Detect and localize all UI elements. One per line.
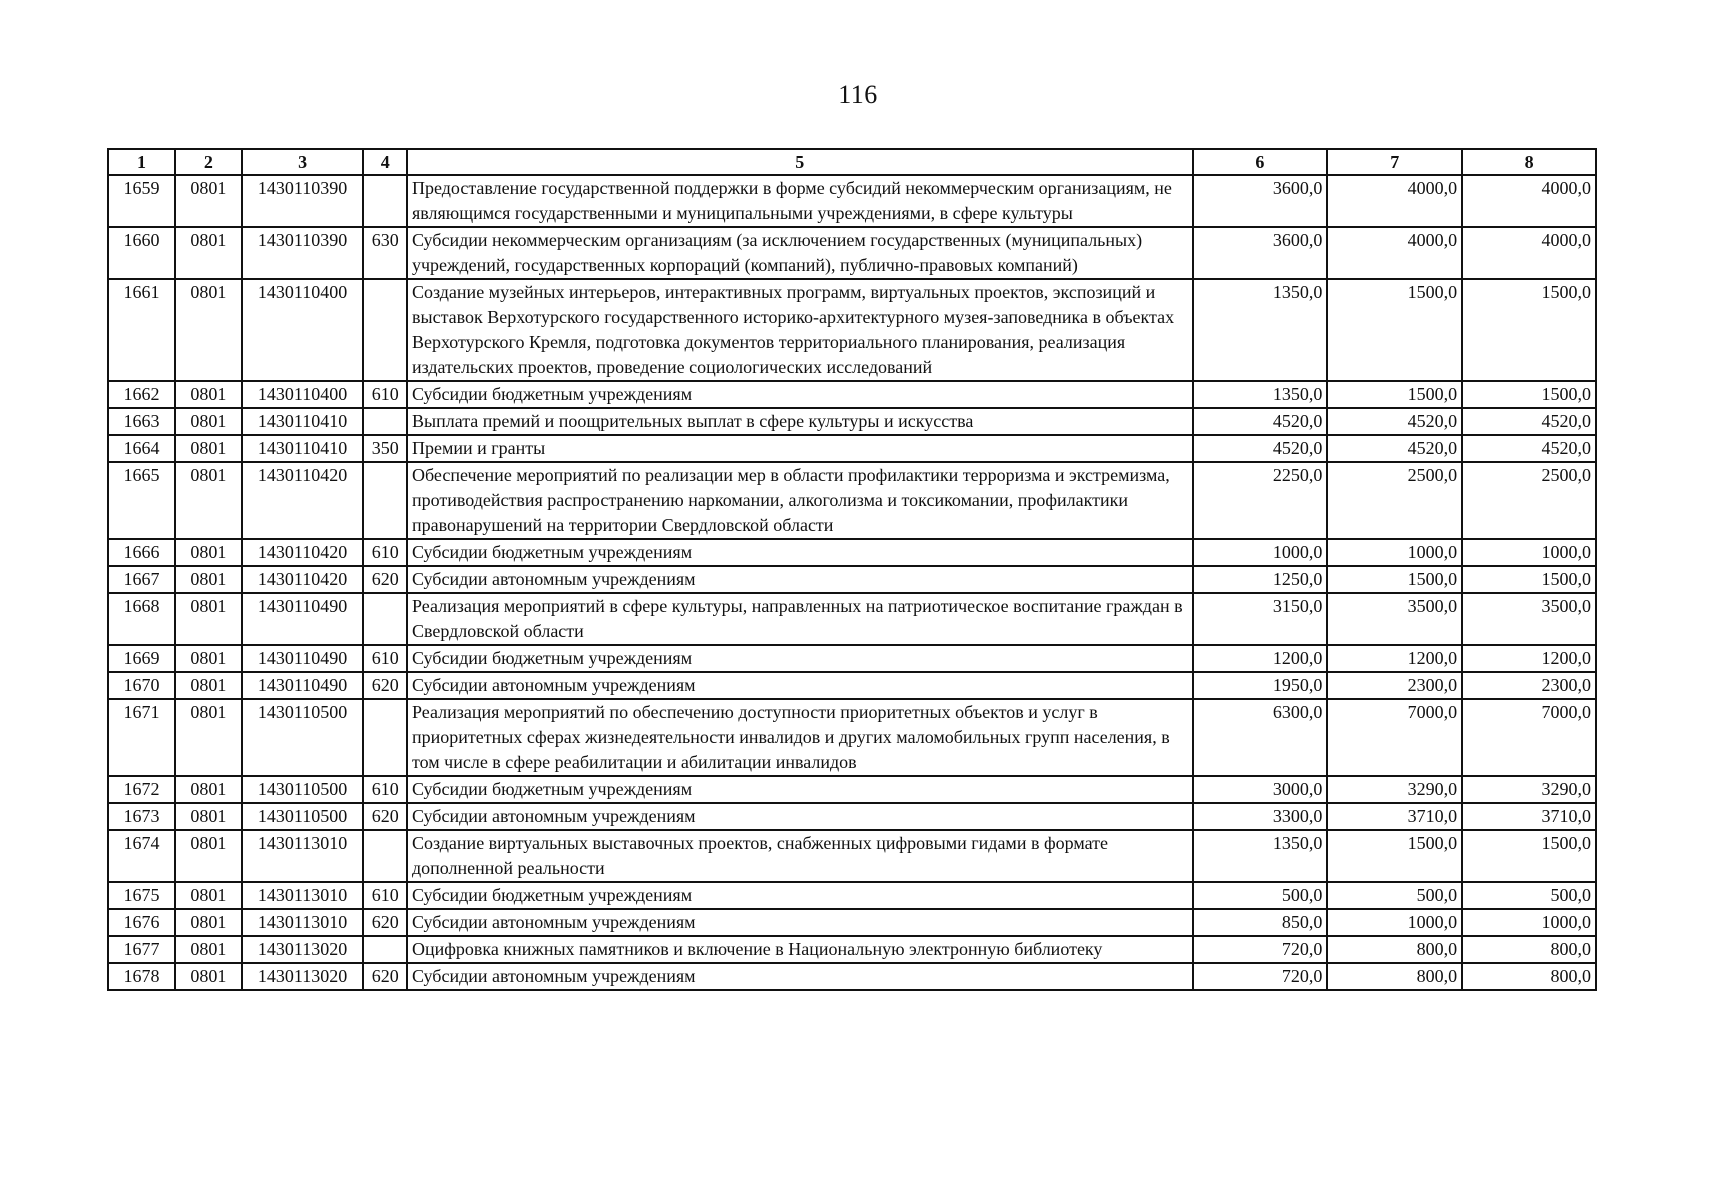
row-number: 1677 <box>108 936 175 963</box>
table-row <box>108 830 1596 882</box>
amount-col-8: 4520,0 <box>1462 408 1596 435</box>
amount-col-6: 1250,0 <box>1193 566 1328 593</box>
table-row <box>108 227 1596 279</box>
table-row <box>108 645 1596 672</box>
column-header: 5 <box>407 149 1193 175</box>
target-article-code: 1430110500 <box>242 776 364 803</box>
table-row <box>108 408 1596 435</box>
table-row <box>108 803 1596 830</box>
expense-type-code <box>363 279 407 381</box>
table-body <box>108 175 1596 990</box>
amount-col-8: 800,0 <box>1462 936 1596 963</box>
expense-type-code: 610 <box>363 776 407 803</box>
section-code: 0801 <box>175 593 242 645</box>
budget-table <box>107 148 1597 991</box>
expense-type-code <box>363 175 407 227</box>
amount-col-7: 4000,0 <box>1327 175 1462 227</box>
amount-col-6: 1350,0 <box>1193 279 1328 381</box>
amount-col-8: 1000,0 <box>1462 909 1596 936</box>
item-description: Реализация мероприятий в сфере культуры, направленных на патриотическое воспитание граждан в Свердловской области <box>407 593 1193 645</box>
table-row <box>108 882 1596 909</box>
row-number: 1668 <box>108 593 175 645</box>
expense-type-code: 610 <box>363 645 407 672</box>
expense-type-code: 620 <box>363 909 407 936</box>
table-row <box>108 699 1596 776</box>
amount-col-6: 500,0 <box>1193 882 1328 909</box>
table-row <box>108 963 1596 990</box>
amount-col-6: 1000,0 <box>1193 539 1328 566</box>
section-code: 0801 <box>175 435 242 462</box>
target-article-code: 1430110400 <box>242 381 364 408</box>
section-code: 0801 <box>175 645 242 672</box>
item-description: Создание музейных интерьеров, интерактивных программ, виртуальных проектов, экспозиций и выставок Верхотурского государственного историко-архитектурного музея-заповедника в объектах Верхотурского Кремля, подготовка документов территориального планирования, реализация издательских проектов, проведение социологических исследований <box>407 279 1193 381</box>
item-description: Субсидии автономным учреждениям <box>407 963 1193 990</box>
amount-col-6: 720,0 <box>1193 963 1328 990</box>
amount-col-7: 3710,0 <box>1327 803 1462 830</box>
item-description: Субсидии автономным учреждениям <box>407 909 1193 936</box>
section-code: 0801 <box>175 227 242 279</box>
expense-type-code <box>363 593 407 645</box>
target-article-code: 1430110490 <box>242 593 364 645</box>
amount-col-6: 1200,0 <box>1193 645 1328 672</box>
target-article-code: 1430110400 <box>242 279 364 381</box>
row-number: 1673 <box>108 803 175 830</box>
table-row <box>108 593 1596 645</box>
target-article-code: 1430110490 <box>242 645 364 672</box>
target-article-code: 1430110500 <box>242 699 364 776</box>
amount-col-6: 3150,0 <box>1193 593 1328 645</box>
table-row <box>108 435 1596 462</box>
amount-col-6: 3000,0 <box>1193 776 1328 803</box>
section-code: 0801 <box>175 566 242 593</box>
amount-col-7: 1500,0 <box>1327 830 1462 882</box>
item-description: Выплата премий и поощрительных выплат в сфере культуры и искусства <box>407 408 1193 435</box>
row-number: 1678 <box>108 963 175 990</box>
target-article-code: 1430110420 <box>242 566 364 593</box>
table-row <box>108 381 1596 408</box>
column-header: 3 <box>242 149 364 175</box>
column-header: 1 <box>108 149 175 175</box>
row-number: 1667 <box>108 566 175 593</box>
amount-col-6: 4520,0 <box>1193 408 1328 435</box>
amount-col-7: 800,0 <box>1327 963 1462 990</box>
row-number: 1672 <box>108 776 175 803</box>
amount-col-6: 2250,0 <box>1193 462 1328 539</box>
amount-col-6: 6300,0 <box>1193 699 1328 776</box>
row-number: 1671 <box>108 699 175 776</box>
amount-col-7: 3290,0 <box>1327 776 1462 803</box>
section-code: 0801 <box>175 830 242 882</box>
amount-col-7: 3500,0 <box>1327 593 1462 645</box>
amount-col-7: 4520,0 <box>1327 408 1462 435</box>
target-article-code: 1430110490 <box>242 672 364 699</box>
item-description: Реализация мероприятий по обеспечению доступности приоритетных объектов и услуг в приоритетных сферах жизнедеятельности инвалидов и других маломобильных групп населения, в том числе в сфере реабилитации и абилитации инвалидов <box>407 699 1193 776</box>
amount-col-6: 3600,0 <box>1193 227 1328 279</box>
amount-col-8: 4520,0 <box>1462 435 1596 462</box>
target-article-code: 1430110500 <box>242 803 364 830</box>
section-code: 0801 <box>175 408 242 435</box>
section-code: 0801 <box>175 672 242 699</box>
amount-col-8: 2500,0 <box>1462 462 1596 539</box>
row-number: 1660 <box>108 227 175 279</box>
expense-type-code: 620 <box>363 963 407 990</box>
amount-col-6: 3600,0 <box>1193 175 1328 227</box>
table-row <box>108 909 1596 936</box>
amount-col-8: 1200,0 <box>1462 645 1596 672</box>
item-description: Субсидии бюджетным учреждениям <box>407 645 1193 672</box>
expense-type-code: 610 <box>363 381 407 408</box>
amount-col-7: 4520,0 <box>1327 435 1462 462</box>
amount-col-7: 2500,0 <box>1327 462 1462 539</box>
target-article-code: 1430113010 <box>242 830 364 882</box>
row-number: 1670 <box>108 672 175 699</box>
row-number: 1663 <box>108 408 175 435</box>
table-row <box>108 539 1596 566</box>
section-code: 0801 <box>175 539 242 566</box>
row-number: 1659 <box>108 175 175 227</box>
item-description: Субсидии автономным учреждениям <box>407 803 1193 830</box>
row-number: 1669 <box>108 645 175 672</box>
row-number: 1676 <box>108 909 175 936</box>
amount-col-8: 3290,0 <box>1462 776 1596 803</box>
amount-col-7: 800,0 <box>1327 936 1462 963</box>
amount-col-6: 1350,0 <box>1193 381 1328 408</box>
table-row <box>108 279 1596 381</box>
row-number: 1665 <box>108 462 175 539</box>
section-code: 0801 <box>175 909 242 936</box>
section-code: 0801 <box>175 279 242 381</box>
section-code: 0801 <box>175 936 242 963</box>
item-description: Субсидии бюджетным учреждениям <box>407 776 1193 803</box>
amount-col-8: 2300,0 <box>1462 672 1596 699</box>
item-description: Оцифровка книжных памятников и включение в Национальную электронную библиотеку <box>407 936 1193 963</box>
expense-type-code: 350 <box>363 435 407 462</box>
target-article-code: 1430110420 <box>242 462 364 539</box>
amount-col-8: 4000,0 <box>1462 227 1596 279</box>
amount-col-7: 1500,0 <box>1327 279 1462 381</box>
item-description: Премии и гранты <box>407 435 1193 462</box>
amount-col-8: 1500,0 <box>1462 830 1596 882</box>
target-article-code: 1430110410 <box>242 408 364 435</box>
item-description: Обеспечение мероприятий по реализации мер в области профилактики терроризма и экстремизма, противодействия распространению наркомании, алкоголизма и токсикомании, профилактики правонарушений на территории Свердловской области <box>407 462 1193 539</box>
amount-col-8: 7000,0 <box>1462 699 1596 776</box>
row-number: 1674 <box>108 830 175 882</box>
section-code: 0801 <box>175 699 242 776</box>
section-code: 0801 <box>175 963 242 990</box>
target-article-code: 1430113020 <box>242 936 364 963</box>
target-article-code: 1430113020 <box>242 963 364 990</box>
section-code: 0801 <box>175 462 242 539</box>
column-header: 7 <box>1327 149 1462 175</box>
amount-col-7: 7000,0 <box>1327 699 1462 776</box>
expense-type-code: 620 <box>363 566 407 593</box>
amount-col-6: 1350,0 <box>1193 830 1328 882</box>
amount-col-8: 1500,0 <box>1462 381 1596 408</box>
target-article-code: 1430110410 <box>242 435 364 462</box>
section-code: 0801 <box>175 882 242 909</box>
item-description: Субсидии автономным учреждениям <box>407 672 1193 699</box>
amount-col-7: 1500,0 <box>1327 381 1462 408</box>
row-number: 1662 <box>108 381 175 408</box>
item-description: Субсидии бюджетным учреждениям <box>407 882 1193 909</box>
target-article-code: 1430113010 <box>242 882 364 909</box>
amount-col-8: 1000,0 <box>1462 539 1596 566</box>
amount-col-6: 3300,0 <box>1193 803 1328 830</box>
item-description: Субсидии бюджетным учреждениям <box>407 539 1193 566</box>
section-code: 0801 <box>175 776 242 803</box>
table-row <box>108 936 1596 963</box>
column-header: 6 <box>1193 149 1328 175</box>
amount-col-7: 500,0 <box>1327 882 1462 909</box>
row-number: 1666 <box>108 539 175 566</box>
amount-col-8: 1500,0 <box>1462 279 1596 381</box>
amount-col-8: 3710,0 <box>1462 803 1596 830</box>
amount-col-7: 1500,0 <box>1327 566 1462 593</box>
target-article-code: 1430110420 <box>242 539 364 566</box>
amount-col-8: 4000,0 <box>1462 175 1596 227</box>
page-number: 116 <box>838 80 878 109</box>
section-code: 0801 <box>175 175 242 227</box>
item-description: Создание виртуальных выставочных проектов, снабженных цифровыми гидами в формате дополненной реальности <box>407 830 1193 882</box>
table-row <box>108 462 1596 539</box>
amount-col-8: 500,0 <box>1462 882 1596 909</box>
table-row <box>108 566 1596 593</box>
column-header: 2 <box>175 149 242 175</box>
amount-col-6: 720,0 <box>1193 936 1328 963</box>
amount-col-6: 850,0 <box>1193 909 1328 936</box>
expense-type-code <box>363 936 407 963</box>
table-row <box>108 776 1596 803</box>
item-description: Предоставление государственной поддержки в форме субсидий некоммерческим организациям, не являющимся государственными и муниципальными учреждениями, в сфере культуры <box>407 175 1193 227</box>
expense-type-code <box>363 830 407 882</box>
target-article-code: 1430110390 <box>242 227 364 279</box>
expense-type-code <box>363 408 407 435</box>
item-description: Субсидии автономным учреждениям <box>407 566 1193 593</box>
table-row <box>108 175 1596 227</box>
item-description: Субсидии некоммерческим организациям (за исключением государственных (муниципальных) учреждений, государственных корпораций (компаний), публично-правовых компаний) <box>407 227 1193 279</box>
column-header: 8 <box>1462 149 1596 175</box>
amount-col-8: 800,0 <box>1462 963 1596 990</box>
amount-col-7: 4000,0 <box>1327 227 1462 279</box>
target-article-code: 1430110390 <box>242 175 364 227</box>
expense-type-code: 630 <box>363 227 407 279</box>
row-number: 1675 <box>108 882 175 909</box>
amount-col-8: 3500,0 <box>1462 593 1596 645</box>
amount-col-6: 1950,0 <box>1193 672 1328 699</box>
amount-col-7: 1200,0 <box>1327 645 1462 672</box>
table-row <box>108 672 1596 699</box>
target-article-code: 1430113010 <box>242 909 364 936</box>
expense-type-code: 610 <box>363 539 407 566</box>
amount-col-6: 4520,0 <box>1193 435 1328 462</box>
amount-col-7: 1000,0 <box>1327 909 1462 936</box>
expense-type-code: 620 <box>363 672 407 699</box>
header-row <box>108 149 1596 175</box>
item-description: Субсидии бюджетным учреждениям <box>407 381 1193 408</box>
amount-col-7: 1000,0 <box>1327 539 1462 566</box>
expense-type-code: 620 <box>363 803 407 830</box>
expense-type-code <box>363 699 407 776</box>
amount-col-8: 1500,0 <box>1462 566 1596 593</box>
column-header: 4 <box>363 149 407 175</box>
expense-type-code <box>363 462 407 539</box>
expense-type-code: 610 <box>363 882 407 909</box>
row-number: 1664 <box>108 435 175 462</box>
section-code: 0801 <box>175 381 242 408</box>
amount-col-7: 2300,0 <box>1327 672 1462 699</box>
section-code: 0801 <box>175 803 242 830</box>
row-number: 1661 <box>108 279 175 381</box>
